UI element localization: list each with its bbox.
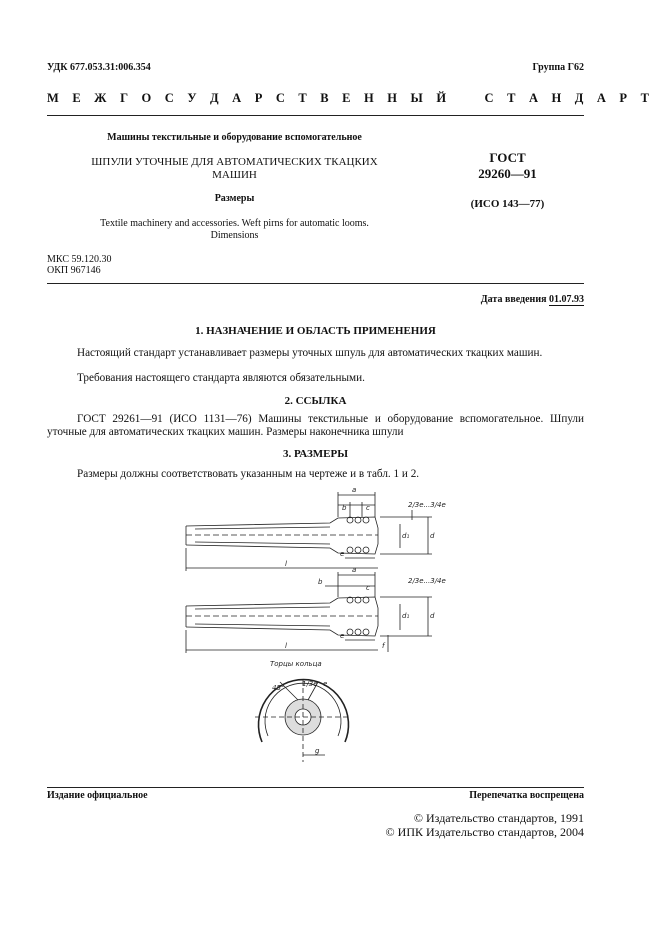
copyright-2004: © ИПК Издательство стандартов, 2004: [385, 825, 584, 839]
official-edition: Издание официальное: [47, 790, 148, 801]
dim-ratio-label-1: 2/3e...3/4e: [408, 501, 446, 509]
dim-ratio-label-2: 2/3e...3/4e: [408, 577, 446, 585]
ring-caption: Торцы кольца: [270, 660, 322, 668]
dim-c-label-1: c: [366, 504, 370, 512]
english-title-line2: Dimensions: [210, 230, 259, 241]
section3-paragraph: Размеры должны соответствовать указанным на чертеже и в табл. 1 и 2.: [77, 468, 420, 480]
dim-a-label-1: a: [352, 486, 357, 494]
copyright-1991: © Издательство стандартов, 1991: [413, 811, 584, 825]
intro-date-value: 01.07.93: [549, 294, 584, 305]
dim-e-label-2: e: [340, 632, 345, 640]
section1-heading: 1. НАЗНАЧЕНИЕ И ОБЛАСТЬ ПРИМЕНЕНИЯ: [195, 325, 436, 337]
category-title: Машины текстильные и оборудование вспомогательное: [107, 132, 362, 143]
title-rule: [47, 283, 584, 284]
ring-g-label: g: [315, 747, 320, 755]
dim-f-label: f: [382, 642, 385, 650]
okp-code: ОКП 967146: [47, 265, 101, 276]
footer-rule: [47, 787, 584, 788]
mks-code: МКС 59.120.30: [47, 254, 112, 265]
ring-detail: [255, 680, 350, 762]
dim-e-label-1: e: [340, 550, 345, 558]
intro-date-label: Дата введения: [480, 294, 547, 305]
dim-d1-label-1: d₁: [402, 532, 410, 540]
iso-reference: (ИСО 143—77): [470, 198, 545, 210]
section3-heading: 3. РАЗМЕРЫ: [282, 448, 349, 460]
pirn-view-1: [186, 492, 432, 571]
dim-l-label-2: l: [285, 642, 287, 650]
dim-c-label-2: c: [366, 584, 370, 592]
ring-e-label: e: [323, 680, 328, 688]
section1-paragraph2: Требования настоящего стандарта являются обязательными.: [77, 372, 365, 384]
dim-d1-label-2: d₁: [402, 612, 410, 620]
udk-code: УДК 677.053.31:006.354: [47, 62, 151, 73]
dim-a-label-2: a: [352, 566, 357, 574]
interstate-standard-banner: М Е Ж Г О С У Д А Р С Т В Е Н Н Ы Й С Т А Н Д А Р Т: [47, 91, 655, 105]
group-code: Группа Г62: [532, 62, 584, 73]
reprint-prohibited: Перепечатка воспрещена: [469, 790, 584, 801]
dim-b-label-1: b: [342, 504, 347, 512]
english-title-line1: Textile machinery and accessories. Weft pirns for automatic looms.: [100, 218, 369, 229]
gost-number: 29260—91: [478, 166, 537, 181]
dim-l-label-1: l: [285, 560, 287, 568]
section2-paragraph: ГОСТ 29261—91 (ИСО 1131—76) Машины текстильные и оборудование вспомогательное. Шпули уточные для автоматических ткацких машин. Размеры наконечника шпули: [47, 413, 584, 438]
section2-heading: 2. ССЫЛКА: [284, 395, 347, 407]
dim-b-label-2: b: [318, 578, 323, 586]
dim-d-label-2: d: [430, 612, 435, 620]
doc-title-line2: МАШИН: [212, 169, 257, 181]
pirn-view-2: [186, 572, 432, 653]
gost-label: ГОСТ: [489, 150, 526, 165]
intro-date: [481, 294, 584, 305]
ring-third-label: 1/3e: [302, 680, 318, 688]
doc-subtitle: Размеры: [214, 193, 255, 204]
section1-paragraph1: Настоящий стандарт устанавливает размеры уточных шпуль для автоматических ткацких машин.: [77, 347, 543, 359]
dim-d-label-1: d: [430, 532, 435, 540]
header-rule: [47, 115, 584, 116]
ring-angle-label: 45°: [272, 684, 285, 692]
pirn-technical-drawing: [0, 470, 661, 780]
doc-title-line1: ШПУЛИ УТОЧНЫЕ ДЛЯ АВТОМАТИЧЕСКИХ ТКАЦКИХ: [91, 156, 378, 168]
